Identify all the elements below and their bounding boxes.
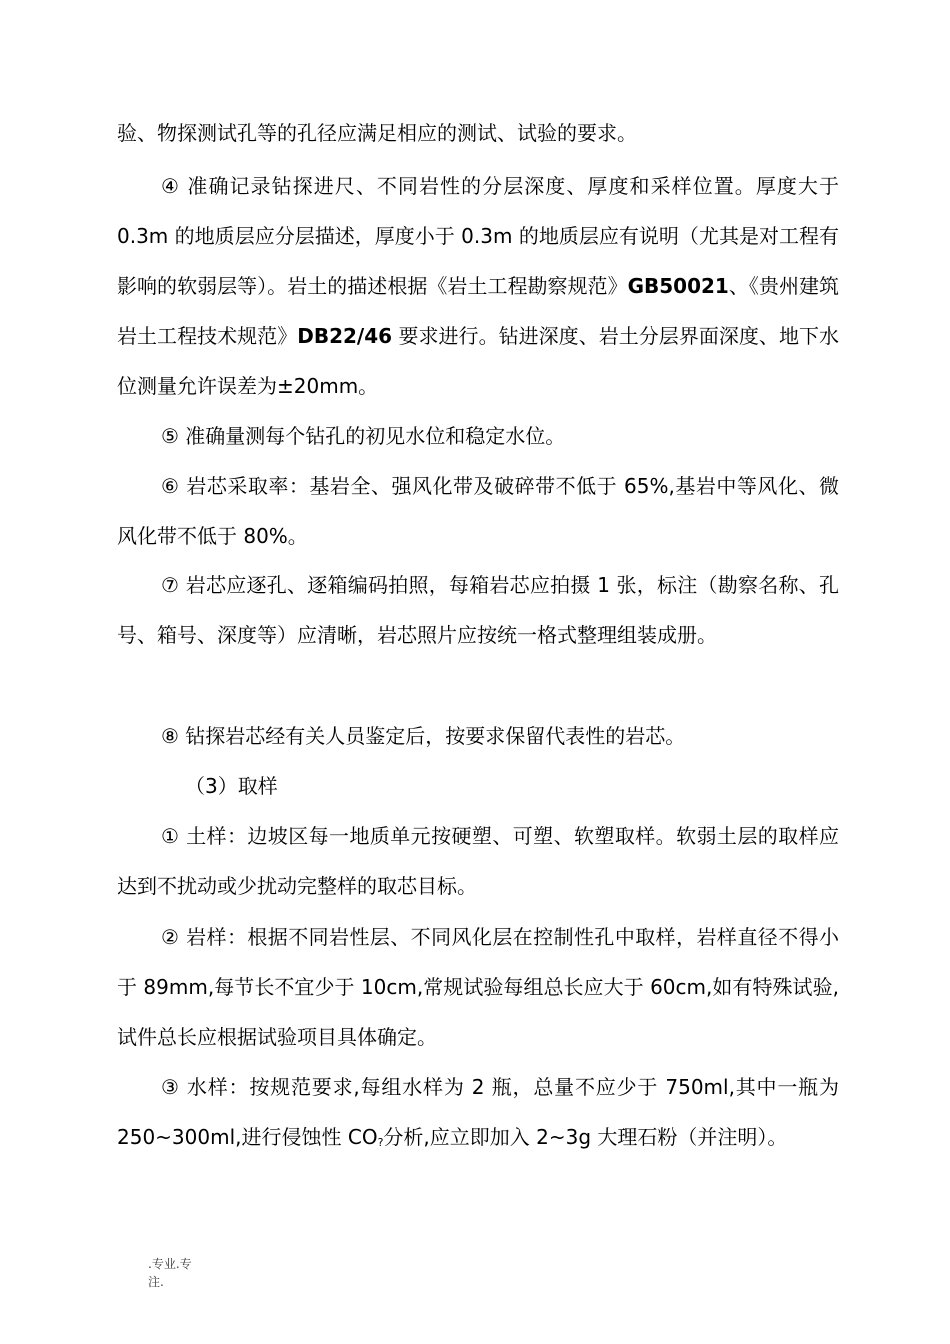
page-footer [148,1255,208,1291]
paragraph-core-recovery [117,461,839,561]
paragraph-text: 、《贵州建筑岩土工程技术规范》 [117,274,839,348]
paragraph-text: ④ 准确记录钻探进尺、不同岩性的分层深度、厚度和采样位置。厚度大于 0.3m 的地质层应分层描述，厚度小于 0.3m 的地质层应有说明（尤其是对工程有影响的软弱层等）。岩土的描述根据《岩土工程勘察规范》 [117,174,839,298]
paragraph-text: 验、物探测试孔等的孔径应满足相应的测试、试验的要求。 [117,121,637,145]
paragraph-borehole-diameter [117,108,839,158]
paragraph-water-sample [117,1062,839,1168]
standard-code-gb50021: GB50021 [627,274,729,298]
paragraph-text: ① 土样：边坡区每一地质单元按硬塑、可塑、软塑取样。软弱土层的取样应达到不扰动或少扰动完整样的取芯目标。 [117,824,839,898]
section-heading-sampling [185,761,839,811]
paragraph-text: ⑧ 钻探岩芯经有关人员鉴定后，按要求保留代表性的岩芯。 [161,724,686,748]
paragraph-text: ⑤ 准确量测每个钻孔的初见水位和稳定水位。 [161,424,566,448]
paragraph-text: 要求进行。钻进深度、岩土分层界面深度、地下水位测量允许误差为±20mm。 [117,324,840,398]
paragraph-soil-sample [117,811,839,911]
footer-line: 注. [148,1275,164,1289]
paragraph-text: ② 岩样：根据不同岩性层、不同风化层在控制性孔中取样，岩样直径不得小于 89mm,每节长不宜少于 10cm,常规试验每组总长应大于 60cm,如有特殊试验,试件总长应根据试验项目具体确定。 [117,925,839,1049]
paragraph-rock-sample [117,912,839,1062]
heading-text: （3）取样 [185,774,278,798]
paragraph-drilling-records [117,161,839,411]
paragraph-text: ③ 水样：按规范要求,每组水样为 2 瓶，总量不应少于 750ml,其中一瓶为 250~300ml,进行侵蚀性 CO [117,1075,839,1149]
paragraph-water-level [117,411,839,461]
standard-code-db22-46: DB22/46 [297,324,393,348]
paragraph-text: 分析,应立即加入 2~3g 大理石粉（并注明）。 [383,1125,788,1149]
subscript-glyph: ? [377,1136,384,1149]
footer-line: .专业.专 [148,1257,192,1271]
paragraph-text: ⑥ 岩芯采取率：基岩全、强风化带及破碎带不低于 65%,基岩中等风化、微风化带不低于 80%。 [117,474,839,548]
paragraph-text: ⑦ 岩芯应逐孔、逐箱编码拍照，每箱岩芯应拍摄 1 张，标注（勘察名称、孔号、箱号、深度等）应清晰，岩芯照片应按统一格式整理组装成册。 [117,573,839,647]
paragraph-core-retention [117,711,839,761]
paragraph-core-photos [117,560,839,660]
